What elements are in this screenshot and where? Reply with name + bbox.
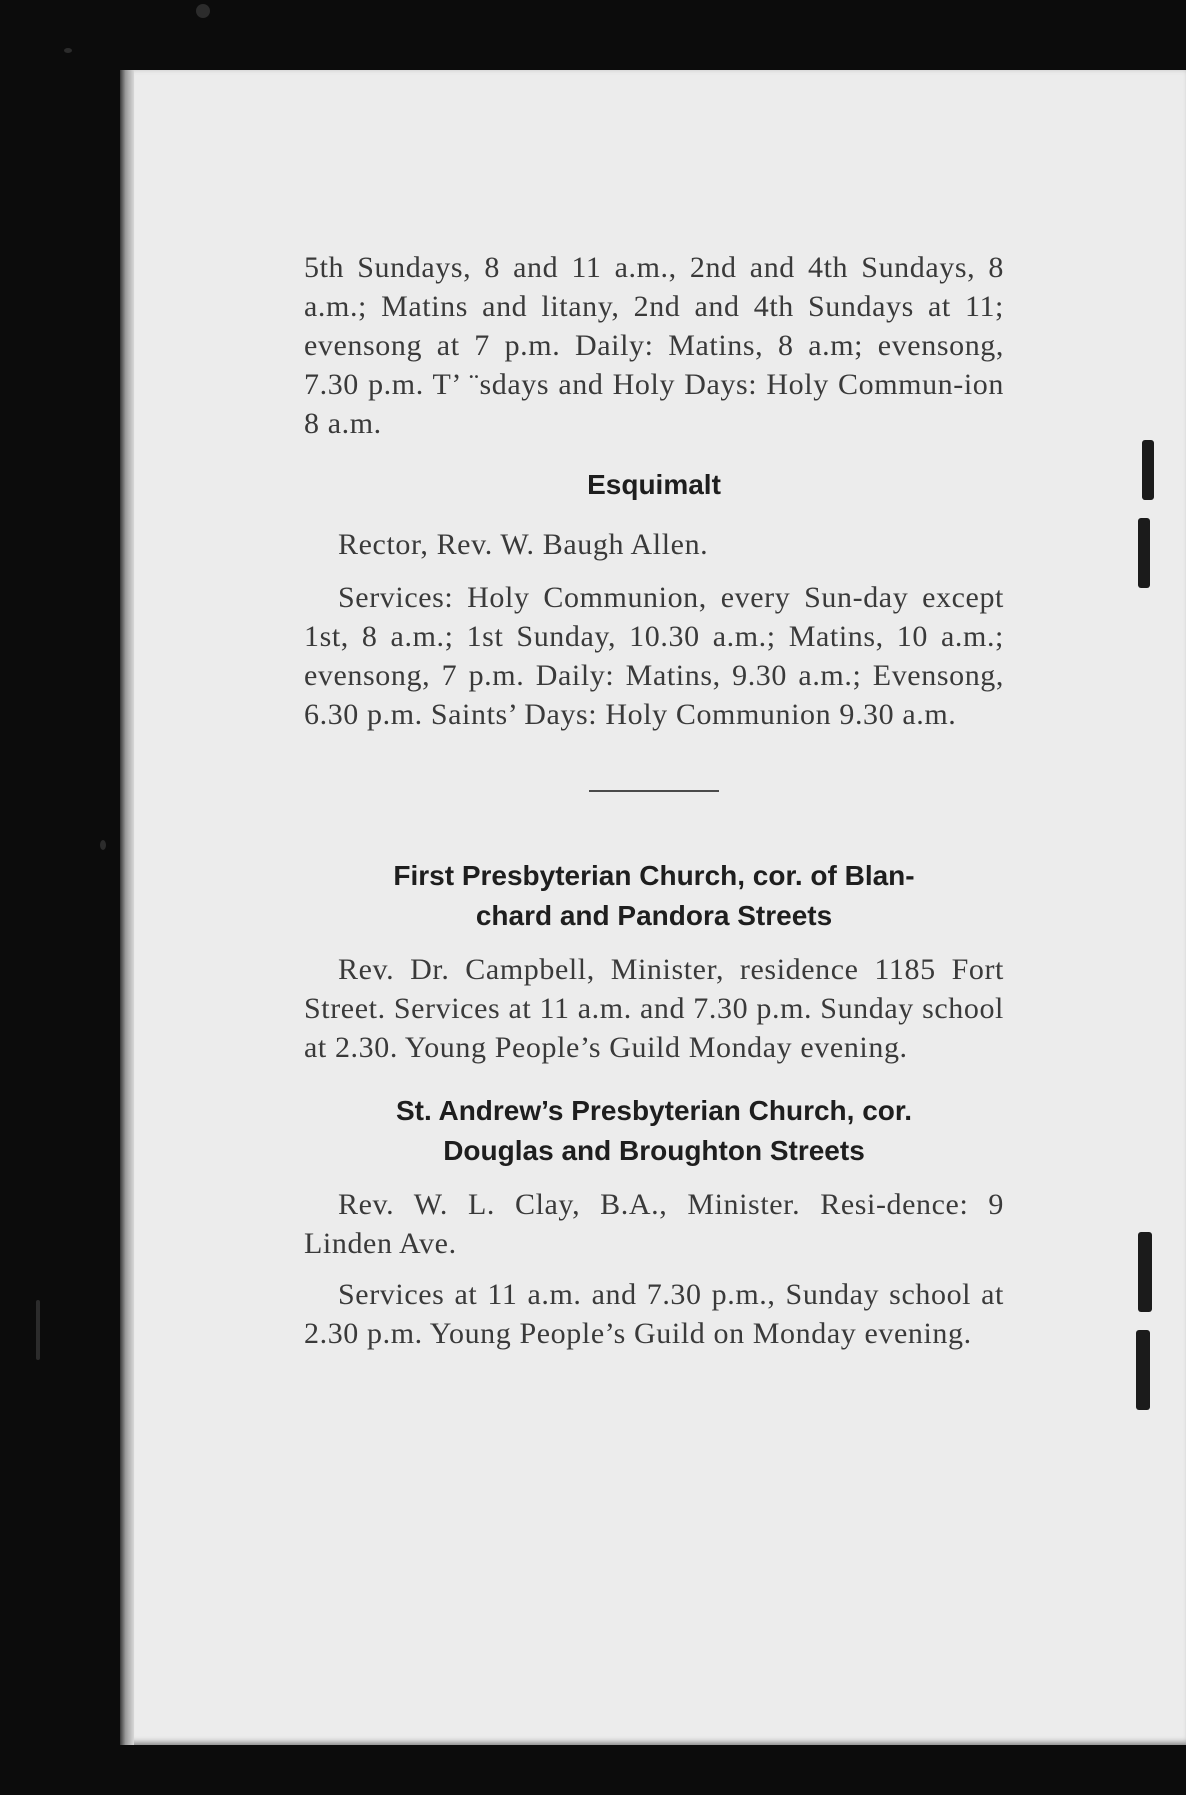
index-tab-mark bbox=[1138, 1232, 1152, 1312]
first-presbyterian-heading-line2: chard and Pandora Streets bbox=[475, 900, 833, 931]
scan-speck bbox=[100, 840, 106, 850]
st-andrews-services: Services at 11 a.m. and 7.30 p.m., Sunday school at 2.30 p.m. Young People’s Guild on Monday evening. bbox=[304, 1278, 1004, 1350]
esquimalt-heading: Esquimalt bbox=[587, 469, 721, 500]
first-presbyterian-details: Rev. Dr. Campbell, Minister, residence 1185 Fort Street. Services at 11 a.m. and 7.30 p.m. Sunday school at 2.30. Young People’s Guild Monday evening. bbox=[304, 953, 1004, 1064]
page-text bbox=[304, 248, 1004, 1353]
scan-speck bbox=[36, 1300, 40, 1360]
index-tab-mark bbox=[1142, 440, 1154, 500]
page-binding-edge bbox=[120, 70, 134, 1745]
index-tab-mark bbox=[1136, 1330, 1150, 1410]
esquimalt-services: Services: Holy Communion, every Sun-day except 1st, 8 a.m.; 1st Sunday, 10.30 a.m.; Matins, 10 a.m.; evensong, 7 p.m. Daily: Matins, 9.30 a.m.; Evensong, 6.30 p.m. Saints’ Days: Holy Communion 9.30 a.m. bbox=[304, 581, 1004, 731]
first-presbyterian-heading-line1: First Presbyterian Church, cor. of Blan- bbox=[393, 860, 915, 891]
st-andrews-minister: Rev. W. L. Clay, B.A., Minister. Resi-dence: 9 Linden Ave. bbox=[304, 1188, 1004, 1260]
scan-speck bbox=[64, 48, 72, 53]
scan-speck bbox=[196, 4, 210, 18]
st-andrews-heading-line2: Douglas and Broughton Streets bbox=[443, 1135, 865, 1166]
esquimalt-rector: Rector, Rev. W. Baugh Allen. bbox=[338, 528, 709, 561]
intro-paragraph: 5th Sundays, 8 and 11 a.m., 2nd and 4th Sundays, 8 a.m.; Matins and litany, 2nd and 4th Sundays at 11; evensong at 7 p.m. Daily: Matins, 8 a.m; evensong, 7.30 p.m. T’ ¨sdays and Holy Days: Holy Commun-ion 8 a.m. bbox=[304, 251, 1004, 440]
st-andrews-heading-line1: St. Andrew’s Presbyterian Church, cor. bbox=[395, 1095, 913, 1126]
index-tab-mark bbox=[1138, 518, 1150, 588]
